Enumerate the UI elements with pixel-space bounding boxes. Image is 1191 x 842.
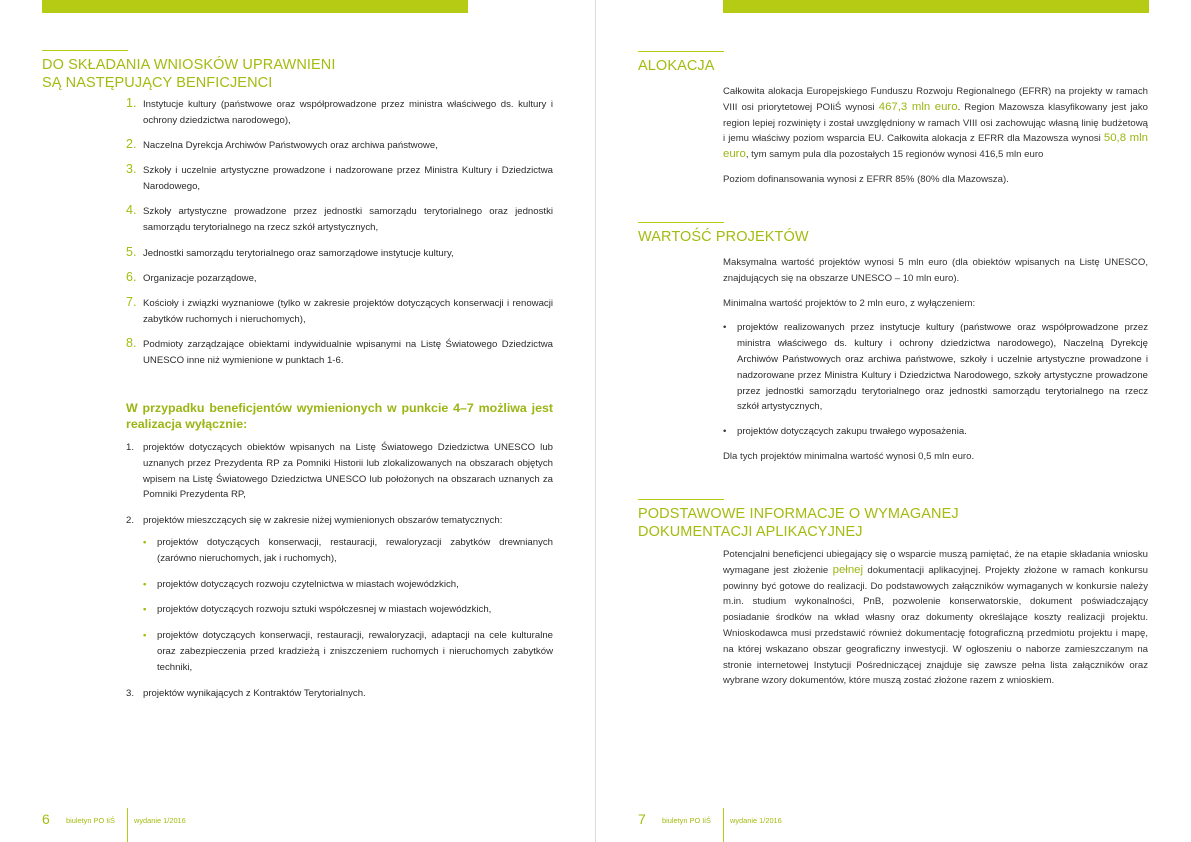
list-item — [126, 97, 553, 129]
heading-rule — [42, 50, 128, 51]
item-number: 3. — [126, 687, 135, 699]
top-accent-bar — [723, 0, 1149, 13]
heading-line: SĄ NASTĘPUJĄCY BENFICJENCI — [42, 75, 273, 91]
list-item — [126, 440, 553, 503]
right-page — [596, 0, 1191, 842]
item-number: 6. — [126, 269, 137, 284]
documentation-section — [723, 547, 1148, 698]
min-value-exception-paragraph: Dla tych projektów minimalna wartość wynosi 0,5 mln euro. — [723, 450, 975, 462]
text-run: Potencjalni beneficjenci ubiegający się o wsparcie muszą pamiętać, że na etapie składania wniosku wymagane jest złożenie — [723, 549, 1148, 576]
heading-rule — [638, 499, 724, 500]
list-item — [126, 271, 553, 287]
bullet-icon: • — [143, 630, 147, 642]
item-number: 2. — [126, 137, 137, 152]
list-item — [126, 513, 553, 675]
left-page — [0, 0, 595, 842]
restriction-subheading: W przypadku beneficjentów wymienionych w punkcie 4–7 możliwa jest realizacja wyłącznie: — [126, 401, 553, 431]
bullet-text: projektów dotyczących rozwoju czytelnictwa w miastach wojewódzkich, — [157, 578, 459, 590]
bullet-item — [723, 320, 1148, 415]
restriction-list — [126, 440, 553, 711]
item-text: Instytucje kultury (państwowe oraz współprowadzone przez ministra właściwego ds. kultury i ochrony dziedzictwa narodowego), — [143, 99, 553, 126]
text-run: . Region Mazowsza klasyfikowany jest jako region lepiej rozwinięty i został uwzględniony w ramach VIII osi zachowując własną linię budżetową i jemu właściwy poziom wsparcia EU. Całkowita alokacja z EFRR dla Mazowsza wynosi — [723, 101, 1148, 145]
item-text: Szkoły artystyczne prowadzone przez jednostki samorządu terytorialnego oraz jednostki samorządu terytorialnego na rzecz szkół artystycznych, — [143, 206, 553, 234]
bullet-text: projektów dotyczących konserwacji, restauracji, rewaloryzacji, adaptacji na cele kulturalne oraz zabezpieczenia przed kradzieżą i zniszczeniem ruchomych i nieruchomych zabytków techniki, — [157, 630, 553, 673]
page-footer — [42, 808, 242, 842]
allocation-section — [723, 84, 1148, 197]
bullet-icon: • — [143, 578, 147, 590]
item-number: 8. — [126, 336, 137, 351]
beneficiaries-list — [126, 97, 553, 378]
text-run: , tym samym pula dla pozostałych 15 regionów wynosi 416,5 mln euro — [745, 149, 1044, 161]
bullet-item — [723, 424, 1148, 440]
bullet-item — [143, 602, 553, 618]
list-item — [126, 163, 553, 195]
item-number: 4. — [126, 203, 137, 218]
list-item — [126, 204, 553, 236]
bullet-text: projektów realizowanych przez instytucje kultury (państwowe oraz współprowadzone przez ministra właściwego ds. kultury i ochrony dziedzictwa narodowego), Naczelną Dyrekcję Archiwów Państwowych oraz archiwa państwowe, szkoły i uczelnie artystyczne prowadzone i nadzorowane przez Ministra Kultury i Dziedzictwa Narodowego, szkoły artystyczne prowadzone przez jednostki samorządu terytorialnego oraz jednostki samorządu terytorialnego na rzecz szkół artystycznych, — [737, 322, 1148, 413]
mazowsze-amount: 50,8 mln euro — [723, 132, 1148, 161]
bullet-icon: • — [723, 426, 727, 438]
bullet-item — [143, 535, 553, 567]
exceptions-list — [723, 320, 1148, 440]
heading-line: PODSTAWOWE INFORMACJE O WYMAGANEJ — [638, 506, 959, 522]
publication-name: biuletyn PO IiŚ — [66, 816, 115, 825]
bullet-icon: • — [723, 322, 727, 334]
bullet-text: projektów dotyczących rozwoju sztuki współczesnej w miastach wojewódzkich, — [157, 604, 492, 616]
edition-label: wydanie 1/2016 — [730, 816, 782, 825]
heading-line: DOKUMENTACJI APLIKACYJNEJ — [638, 524, 863, 540]
bullet-icon: • — [143, 604, 147, 616]
list-item — [126, 246, 553, 262]
heading-rule — [638, 222, 724, 223]
item-text: Jednostki samorządu terytorialnego oraz samorządowe instytucje kultury, — [143, 247, 454, 259]
thematic-areas-list — [143, 535, 553, 676]
highlight-word: pełnej — [832, 563, 864, 576]
edition-label: wydanie 1/2016 — [134, 816, 186, 825]
allocation-amount: 467,3 mln euro — [878, 100, 958, 113]
min-value-paragraph: Minimalna wartość projektów to 2 mln euro, z wyłączeniem: — [723, 297, 976, 309]
item-text: Naczelna Dyrekcja Archiwów Państwowych oraz archiwa państwowe, — [143, 140, 438, 152]
bullet-icon: • — [143, 536, 147, 548]
list-item — [126, 686, 553, 702]
list-item — [126, 138, 553, 154]
item-text: Podmioty zarządzające obiektami indywidualnie wpisanymi na Listę Światowego Dziedzictwa UNESCO inne niż wymienione w punktach 1-6. — [143, 339, 553, 367]
item-number: 5. — [126, 244, 137, 259]
cofinancing-paragraph: Poziom dofinansowania wynosi z EFRR 85% (80% dla Mazowsza). — [723, 173, 1009, 185]
documentation-paragraph — [723, 547, 1148, 689]
list-item — [126, 296, 553, 328]
item-text: projektów mieszczących się w zakresie niżej wymienionych obszarów tematycznych: — [143, 515, 503, 527]
bullet-item — [143, 628, 553, 675]
bullet-text: projektów dotyczących konserwacji, restauracji, rewaloryzacji zabytków drewnianych (zarówno nieruchomych, jak i ruchomych), — [157, 536, 553, 564]
text-run: dokumentacji aplikacyjnej. Projekty złożone w ramach konkursu powinny być gotowe do realizacji. Do podstawowych załączników wymaganych w konkursie należy m.in. studium wykonalności, PnB, pozwolenie konserwatorskie, dokument poświadczający posiadanie środków na wkład własny oraz dokumenty określające koszty realizacji projektu. Wnioskodawca musi przedstawić również dokumentację fotograficzną przedmiotu projektu i mapę, na której wskazano obszar geograficzny inwestycji. W ogłoszeniu o naborze zamieszczanym na stronie internetowej Instytucji Pośredniczącej znajduje się zawsze pełna lista załączników oraz wybrane wzory dokumentów, które muszą zostać złożone razem z wnioskiem. — [723, 564, 1148, 687]
page-number: 7 — [638, 811, 646, 827]
publication-name: biuletyn PO IiŚ — [662, 816, 711, 825]
item-text: projektów dotyczących obiektów wpisanych na Listę Światowego Dziedzictwa UNESCO lub uznanych przez Prezydenta RP za Pomniki Historii lub zlokalizowanych na obszarach objętych wpisem na Listę Światowego Dziedzictwa UNESCO lub położonych na obszarach uznanych za Pomniki Prezydenta RP, — [143, 442, 553, 501]
item-number: 1. — [126, 96, 137, 110]
beneficiaries-heading — [42, 56, 336, 92]
footer-divider — [723, 808, 724, 842]
text-run: Całkowita alokacja Europejskiego Funduszu Rozwoju Regionalnego (EFRR) na projekty w ramach VIII osi priorytetowej POIiŚ wynosi — [723, 86, 1148, 113]
page-number: 6 — [42, 811, 50, 827]
footer-divider — [127, 808, 128, 842]
item-text: Organizacje pozarządowe, — [143, 272, 257, 284]
documentation-heading — [638, 505, 959, 541]
project-value-section — [723, 255, 1148, 474]
item-number: 2. — [126, 515, 135, 527]
max-value-paragraph: Maksymalna wartość projektów wynosi 5 mln euro (dla obiektów wpisanych na Listę UNESCO, znajdujących się na obszarze UNESCO – 10 mln euro). — [723, 257, 1148, 284]
project-value-heading: WARTOŚĆ PROJEKTÓW — [638, 229, 809, 245]
item-number: 7. — [126, 295, 137, 310]
item-number: 1. — [126, 442, 135, 453]
item-text: Kościoły i związki wyznaniowe (tylko w zakresie projektów dotyczących konserwacji i renowacji zabytków ruchomych i nieruchomych), — [143, 298, 553, 325]
item-text: Szkoły i uczelnie artystyczne prowadzone i nadzorowane przez Ministra Kultury i Dziedzictwa Narodowego, — [143, 165, 553, 193]
page-footer — [638, 808, 838, 842]
item-text: projektów wynikających z Kontraktów Terytorialnych. — [143, 687, 366, 699]
allocation-paragraph — [723, 84, 1148, 163]
bullet-text: projektów dotyczących zakupu trwałego wyposażenia. — [737, 426, 967, 438]
heading-rule — [638, 51, 724, 52]
item-number: 3. — [126, 162, 137, 177]
bullet-item — [143, 577, 553, 593]
heading-line: DO SKŁADANIA WNIOSKÓW UPRAWNIENI — [42, 57, 336, 73]
top-accent-bar — [42, 0, 468, 13]
list-item — [126, 337, 553, 369]
allocation-heading: ALOKACJA — [638, 58, 715, 74]
